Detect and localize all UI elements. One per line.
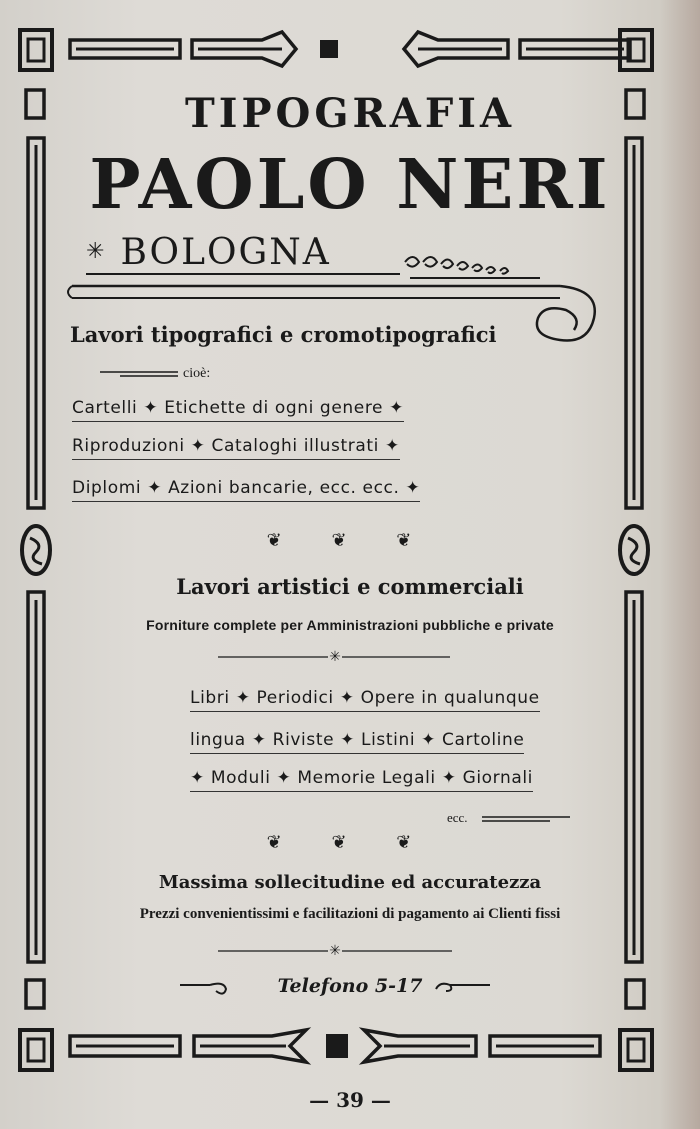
supplies-line: Forniture complete per Amministrazioni pubbliche e private: [146, 617, 554, 633]
top-center-block: [320, 40, 338, 58]
prezzi-line: Prezzi convenientissimi e facilitazioni di pagamento ai Clienti fissi: [139, 906, 561, 922]
phone-number: Telefono 5-17: [277, 975, 423, 997]
corner-ornament-top-left: [20, 30, 52, 70]
page-number: — 39 —: [309, 1088, 391, 1112]
asterisk-icon: ✳: [86, 239, 107, 264]
product-line-3: Diplomi ✦ Azioni bancarie, ecc. ecc. ✦: [72, 478, 420, 502]
cioe-label: cioè:: [183, 366, 211, 381]
massima-line: Massima sollecitudine ed accuratezza: [158, 872, 542, 893]
flower-ornament-2: ❦ ❦ ❦: [266, 832, 434, 853]
ecc-label: ecc.: [447, 810, 468, 825]
svg-text:✳: ✳: [329, 943, 341, 959]
company-type: TIPOGRAFIA: [185, 90, 515, 137]
bottom-center-block: [326, 1034, 348, 1058]
subtitle: Lavori tipografici e cromotipografici: [70, 322, 497, 347]
product-line-2: Riproduzioni ✦ Cataloghi illustrati ✦: [72, 436, 400, 460]
city-name: BOLOGNA: [120, 232, 331, 273]
top-border: [70, 32, 630, 66]
corner-ornament-bottom-right: [620, 1030, 652, 1070]
svg-text:✳: ✳: [329, 649, 341, 665]
company-name: PAOLO NERI: [89, 145, 611, 225]
product-line-1: Cartelli ✦ Etichette di ogni genere ✦: [72, 398, 404, 422]
cioe-rule: [100, 372, 178, 376]
artistic-heading: Lavori artistici e commerciali: [176, 574, 524, 599]
side-box-top-right: [626, 90, 644, 118]
product-line-6: ✦ Moduli ✦ Memorie Legali ✦ Giornali: [190, 768, 533, 792]
corner-ornament-bottom-left: [20, 1030, 52, 1070]
ecc-rule: [482, 817, 570, 821]
city-line: [86, 232, 331, 273]
product-line-5: lingua ✦ Riviste ✦ Listini ✦ Cartoline: [190, 730, 524, 754]
flower-ornament-1: ❦ ❦ ❦: [266, 530, 434, 551]
corner-ornament-top-right: [620, 30, 652, 70]
product-line-4: Libri ✦ Periodici ✦ Opere in qualunque: [190, 688, 540, 712]
side-box-top-left: [26, 90, 44, 118]
